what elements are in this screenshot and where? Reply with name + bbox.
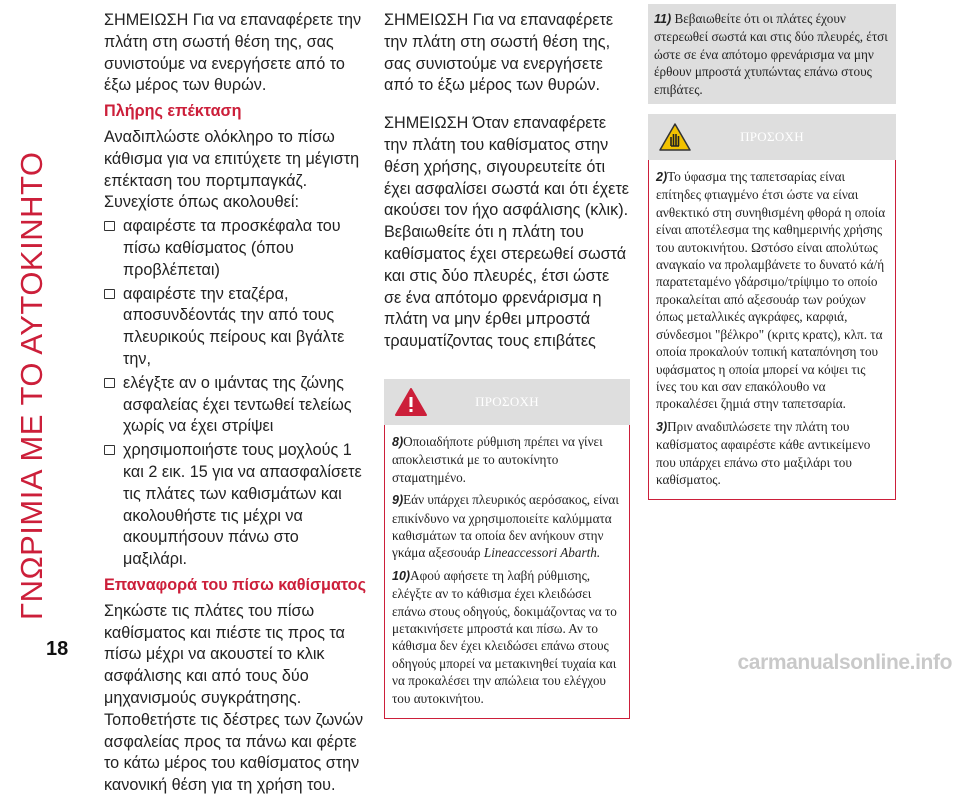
warning-text: Βεβαιωθείτε ότι οι πλάτες έχουν στερεωθεί σωστά και στις δύο πλευρές, έτσι ώστε σε ένα απότομο φρενάρισμα να μην έρθουν μπροστά χτυπώντας επάνω στους επιβάτες. xyxy=(654,11,888,97)
side-section-title: ΓΝΩΡΙΜΙΑ ΜΕ ΤΟ ΑΥΤΟΚΙΝΗΤΟ xyxy=(14,151,49,620)
note-text: ΣΗΜΕΙΩΣΗ Για να επαναφέρετε την πλάτη στη σωστή θέση της, σας συνιστούμε να ενεργήσετε από το έξω μέρος των θυρών. xyxy=(384,11,614,95)
paragraph: Τοποθετήστε τις δέστρες των ζωνών ασφαλείας προς τα πάνω και φέρτε το κάτω μέρος του καθίσματος στην κανονική θέση για τη χρήση του. xyxy=(104,710,364,795)
warning-header xyxy=(384,379,630,425)
bullet-text: χρησιμοποιήστε τους μοχλούς 1 και 2 εικ. 15 για να απασφαλίσετε τις πλάτες των καθισμάτων και ακολουθήστε τις μέχρι να ακουμπήσουν πάνω στο μαξιλάρι. xyxy=(123,441,362,569)
warning-number: 8) xyxy=(392,434,404,449)
warning-item xyxy=(656,168,889,413)
warning-number: 2) xyxy=(656,170,668,185)
warning-item xyxy=(392,433,623,486)
bullet-text: αφαιρέστε τα προσκέφαλα του πίσω καθίσματος (όπου προβλέπεται) xyxy=(123,217,341,279)
warning-title: ΠΡΟΣΟΧΗ xyxy=(475,393,539,409)
bullet-item xyxy=(104,373,366,438)
warning-continuation xyxy=(648,4,896,104)
warning-text: Το ύφασμα της ταπετσαρίας είναι επίτηδες φτιαγμένο έτσι ώστε να είναι ανθεκτικό στη συνηθισμένη φθορά η οποία είναι αποτέλεσμα της καθημερινής χρήσης του αυτοκινήτου. Ωστόσο είναι απολύτως αναγκαίο να προλαμβάνετε το δυνατό κά/ή παρατεταμένο γδάρσιμο/τρίψιμο το οποίο προκαλείται από αξεσουάρ των ρούχων όπως μεταλλικές αγκράφες, καρφιά, σύνδεσμοι "βέλκρο" (κριτς κρατς), κλπ. τα οποία προκαλούν τοπική καταπόνηση του υφάσματος η οποία μπορεί να κόψει τις ίνες του και σαν επακόλουθο να προκαλέσει ζημιά στην ταπετσαρία. xyxy=(656,169,886,412)
warning-number: 10) xyxy=(392,568,411,583)
warning-text: Εάν υπάρχει πλευρικός αερόσακος, είναι επικίνδυνο να χρησιμοποιείτε καλύμματα καθισμάτων τα οποία δεν ανήκουν στην γκάμα αξεσουάρ xyxy=(392,492,619,561)
column-2 xyxy=(384,10,630,719)
side-section-title-container xyxy=(8,8,78,648)
warning-item xyxy=(392,567,623,707)
bullet-text: αφαιρέστε την εταζέρα, αποσυνδέοντάς την από τους πλευρικούς πείρους και βγάλτε την, xyxy=(123,284,345,368)
paragraph: Σηκώστε τις πλάτες του πίσω καθίσματος και πιέστε τις προς τα πίσω μέχρι να ακουστεί το κλικ ασφάλισης και από τους δύο μηχανισμούς συγκράτησης. xyxy=(104,601,345,707)
checkbox-bullet-icon xyxy=(104,445,115,455)
checkbox-bullet-icon xyxy=(104,378,115,388)
warning-text: Αφού αφήσετε τη λαβή ρύθμισης, ελέγξτε αν το κάθισμα έχει κλειδώσει επάνω στους οδηγούς, δοκιμάζοντας να το μετακινήσετε μπροστά και πίσω. Αν το κάθισμα δεν έχει κλειδώσει επάνω στους οδηγούς μπορεί να μετακινηθεί τυχαία και να προκαλέσει την απώλεια του ελέγχου του αυτοκινήτου. xyxy=(392,567,617,706)
warning-title: ΠΡΟΣΟΧΗ xyxy=(740,129,804,145)
heading-seat-restore: Επαναφορά του πίσω καθίσματος xyxy=(104,575,366,594)
warning-text: Οποιαδήποτε ρύθμιση πρέπει να γίνει αποκλειστικά με το αυτοκίνητο σταματημένο. xyxy=(392,433,603,485)
warning-number: 9) xyxy=(392,493,404,508)
warning-item xyxy=(392,491,623,562)
bullet-text: ελέγξτε αν ο ιμάντας της ζώνης ασφαλείας έχει τεντωθεί τελείως χωρίς να έχει στρίψει xyxy=(123,373,352,436)
paragraph: Αναδιπλώστε ολόκληρο το πίσω κάθισμα για να επιτύχετε τη μέγιστη επέκταση του πορτμπαγκάζ. Συνεχίστε όπως ακολουθεί: xyxy=(104,127,360,212)
warning-number: 3) xyxy=(656,419,668,434)
warning-hand-icon xyxy=(658,122,692,171)
checkbox-bullet-icon xyxy=(104,221,115,231)
bullet-item xyxy=(104,216,366,281)
bullet-item xyxy=(104,284,366,371)
column-1 xyxy=(104,10,366,797)
checkbox-bullet-icon xyxy=(104,289,115,299)
warning-item xyxy=(656,418,889,489)
heading-full-extension: Πλήρης επέκταση xyxy=(104,102,242,121)
warning-text: Πριν αναδιπλώσετε την πλάτη του καθίσματος αφαιρέστε κάθε αντικείμενο που υπάρχει επάνω στο μαξιλάρι του καθίσματος. xyxy=(656,418,871,487)
warning-box xyxy=(648,160,896,500)
warning-box xyxy=(384,425,630,719)
column-3 xyxy=(648,4,896,500)
watermark-text: carmanualsonline.info xyxy=(737,651,952,674)
warning-number: 11) xyxy=(654,12,672,26)
warning-triangle-icon xyxy=(394,387,428,436)
note-text: ΣΗΜΕΙΩΣΗ Για να επαναφέρετε την πλάτη στη σωστή θέση της, σας συνιστούμε να ενεργήσετε από το έξω μέρος των θυρών. xyxy=(104,11,362,95)
warning-italic-text: Lineaccessori Abarth. xyxy=(483,545,601,561)
note-text: ΣΗΜΕΙΩΣΗ Όταν επαναφέρετε την πλάτη του καθίσματος στην θέση χρήσης, σιγουρευτείτε ότι έχει ασφαλίσει σωστά και ότι έχετε ακούσει τον ήχο ασφάλισης (κλικ). Βεβαιωθείτε ότι η πλάτη του καθίσματος έχει στερεωθεί σωστά και στις δύο πλευρές, έτσι ώστε σε ένα απότομο φρενάρισμα η πλάτη να μην έρθει μπροστά τραυματίζοντας τους επιβάτες xyxy=(384,114,630,351)
bullet-item xyxy=(104,440,366,571)
page-number: 18 xyxy=(46,638,69,660)
warning-header xyxy=(648,114,896,160)
